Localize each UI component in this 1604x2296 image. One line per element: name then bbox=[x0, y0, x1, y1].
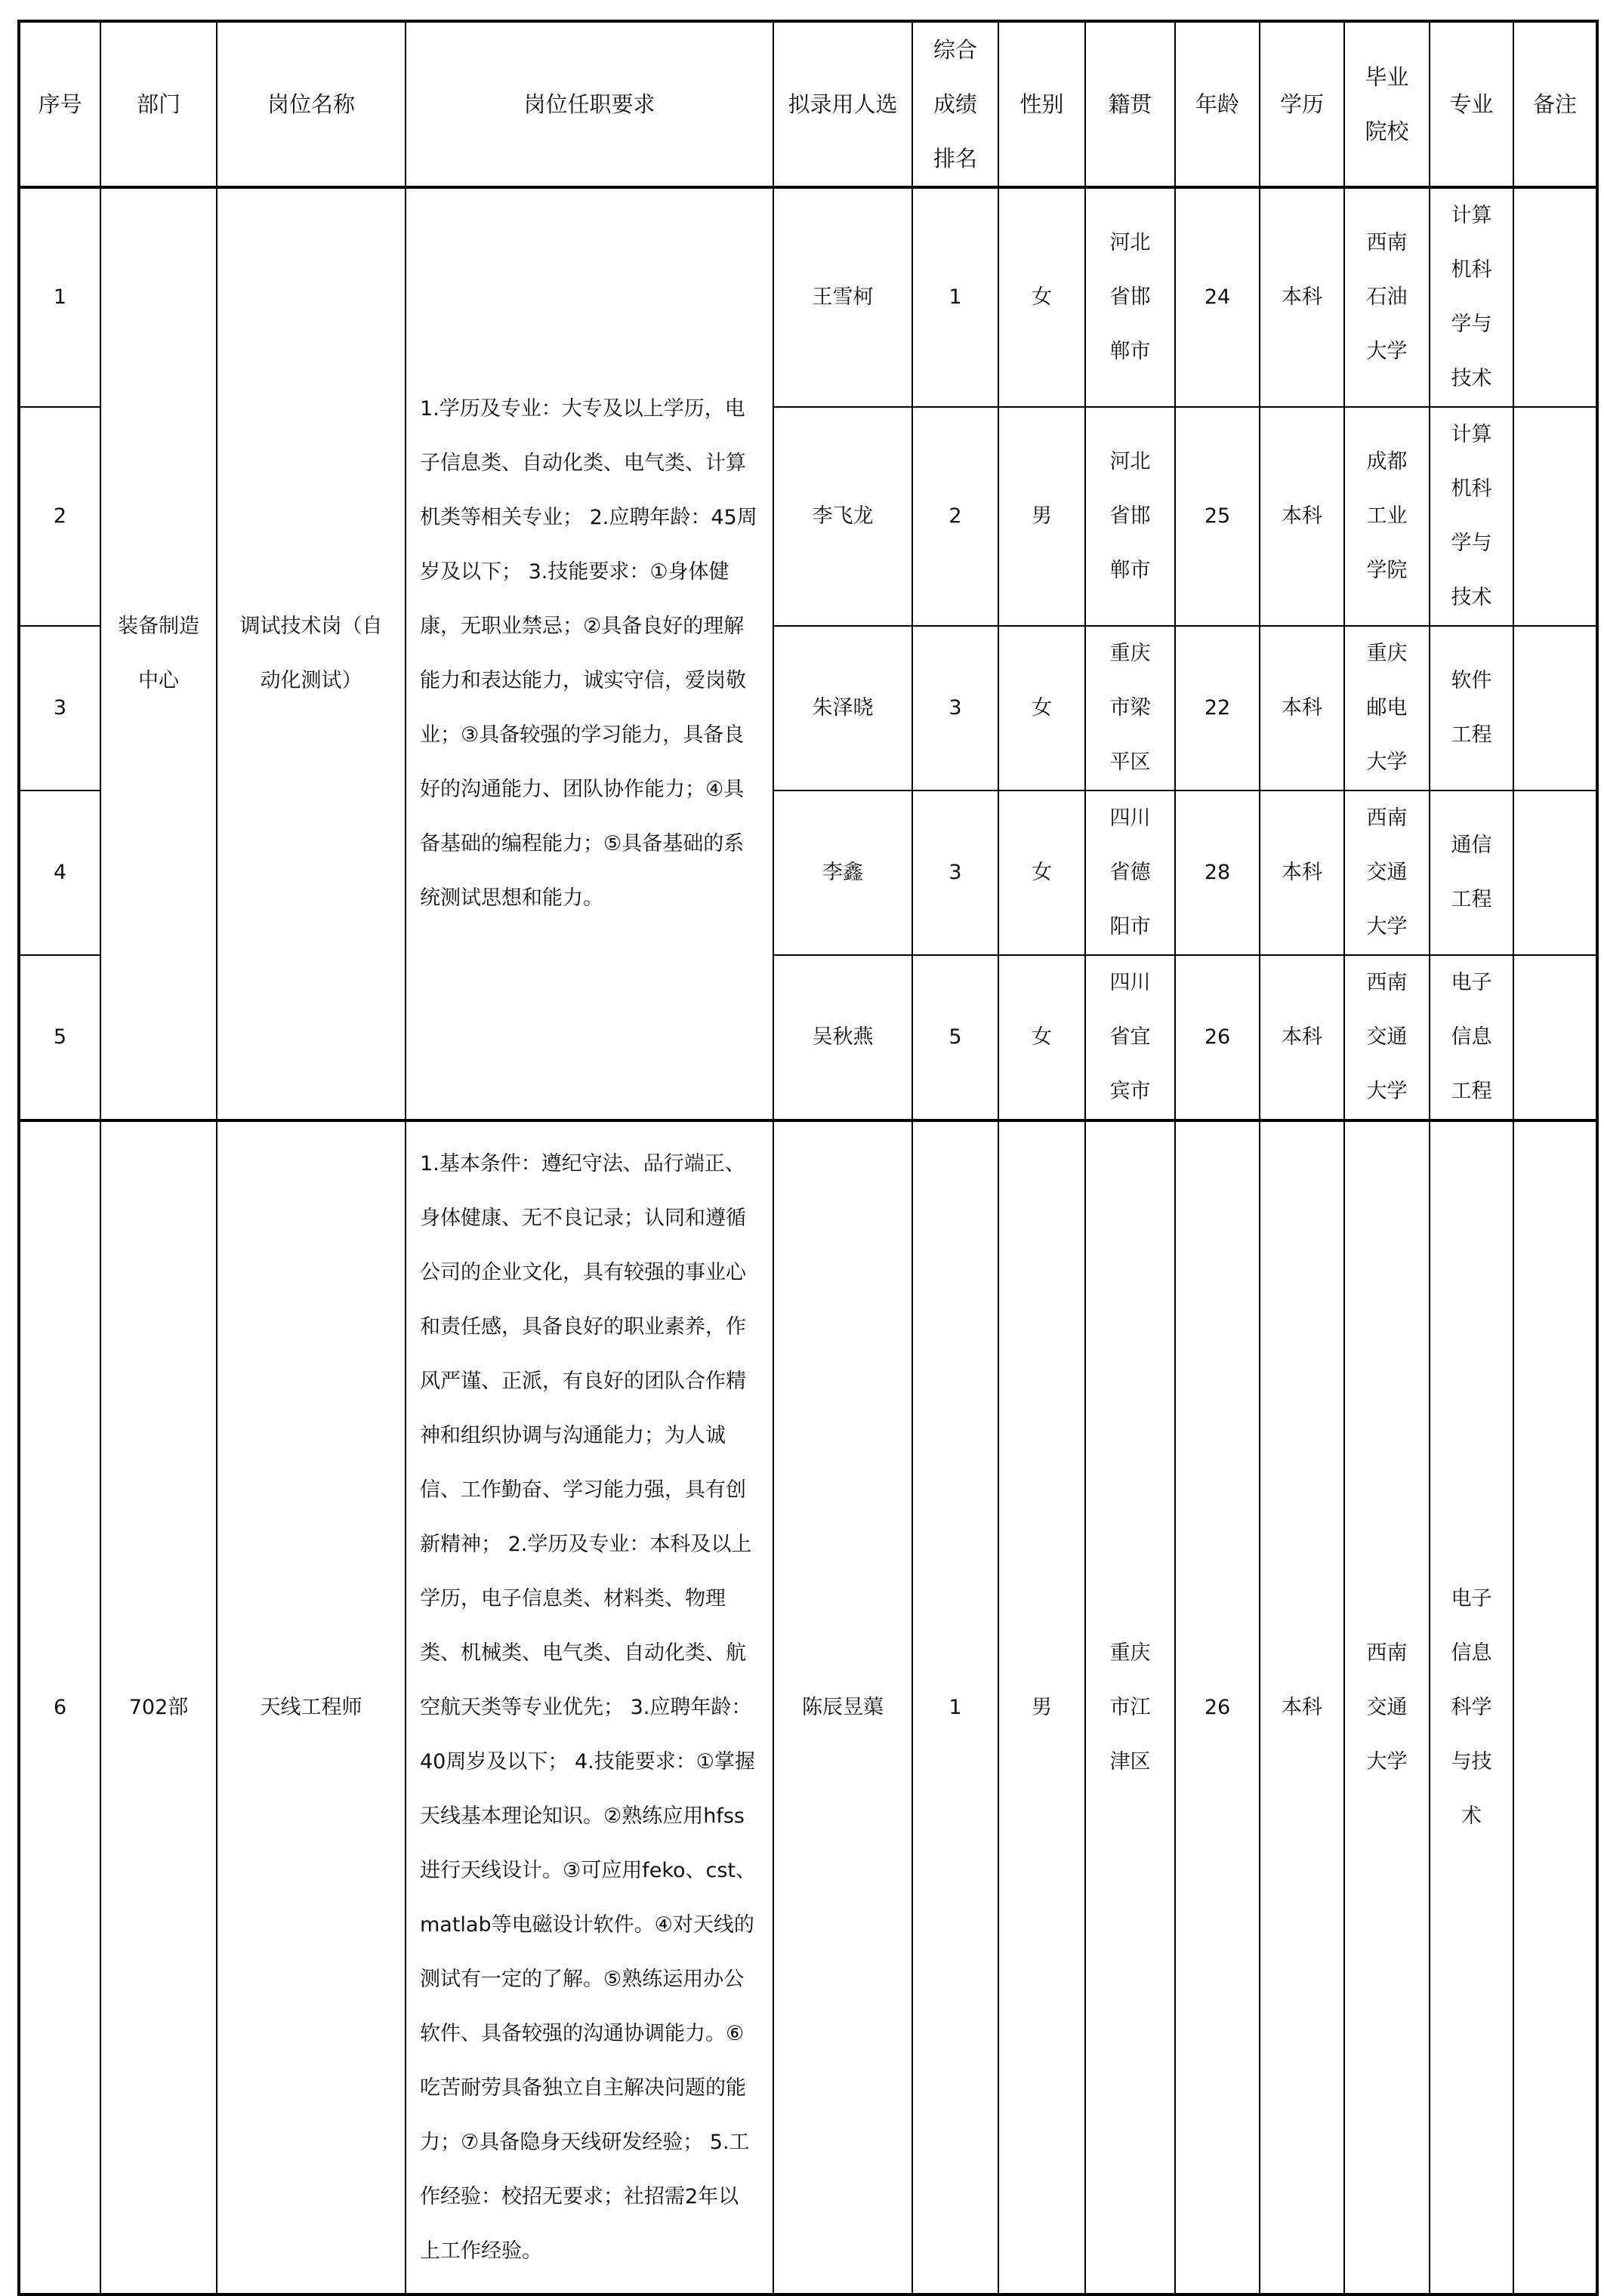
cell-school: 西南交通大学 bbox=[1344, 791, 1430, 955]
cell-dept: 装备制造中心 bbox=[100, 187, 217, 1120]
cell-candidate: 王雪柯 bbox=[773, 187, 912, 407]
cell-school: 西南交通大学 bbox=[1344, 1120, 1430, 2294]
cell-remarks bbox=[1513, 1120, 1597, 2294]
cell-age: 26 bbox=[1175, 1120, 1260, 2294]
cell-rank: 5 bbox=[912, 955, 998, 1120]
cell-candidate: 李飞龙 bbox=[773, 407, 912, 626]
header-requirements: 岗位任职要求 bbox=[406, 21, 773, 187]
cell-seq: 5 bbox=[19, 955, 100, 1120]
cell-requirements: 1.学历及专业：大专及以上学历，电子信息类、自动化类、电气类、计算机类等相关专业； 2.应聘年龄：45周岁及以下； 3.技能要求：①身体健康，无职业禁忌；②具备良好的理解能力和表达能力，诚实守信，爱岗敬业；③具备较强的学习能力，具备良好的沟通能力、团队协作能力；④具备基础的编程能力；⑤具备基础的系统测试思想和能力。 bbox=[406, 187, 773, 1120]
cell-remarks bbox=[1513, 791, 1597, 955]
cell-gender: 女 bbox=[998, 955, 1085, 1120]
cell-remarks bbox=[1513, 626, 1597, 791]
header-hometown: 籍贯 bbox=[1085, 21, 1175, 187]
cell-major: 计算机科学与技术 bbox=[1430, 187, 1513, 407]
cell-gender: 男 bbox=[998, 1120, 1085, 2294]
header-age: 年龄 bbox=[1175, 21, 1260, 187]
cell-rank: 3 bbox=[912, 626, 998, 791]
cell-age: 22 bbox=[1175, 626, 1260, 791]
cell-major: 计算机科学与技术 bbox=[1430, 407, 1513, 626]
cell-dept: 702部 bbox=[100, 1120, 217, 2294]
cell-school: 重庆邮电大学 bbox=[1344, 626, 1430, 791]
cell-seq: 1 bbox=[19, 187, 100, 407]
cell-gender: 女 bbox=[998, 626, 1085, 791]
cell-age: 24 bbox=[1175, 187, 1260, 407]
header-major: 专业 bbox=[1430, 21, 1513, 187]
cell-age: 26 bbox=[1175, 955, 1260, 1120]
cell-gender: 男 bbox=[998, 407, 1085, 626]
header-seq: 序号 bbox=[19, 21, 100, 187]
cell-gender: 女 bbox=[998, 791, 1085, 955]
cell-seq: 2 bbox=[19, 407, 100, 626]
cell-school: 西南石油大学 bbox=[1344, 187, 1430, 407]
cell-major: 通信工程 bbox=[1430, 791, 1513, 955]
cell-education: 本科 bbox=[1260, 187, 1344, 407]
header-candidate: 拟录用人选 bbox=[773, 21, 912, 187]
header-education: 学历 bbox=[1260, 21, 1344, 187]
cell-age: 28 bbox=[1175, 791, 1260, 955]
cell-rank: 1 bbox=[912, 187, 998, 407]
header-gender: 性别 bbox=[998, 21, 1085, 187]
cell-hometown: 四川省宜宾市 bbox=[1085, 955, 1175, 1120]
cell-rank: 1 bbox=[912, 1120, 998, 2294]
cell-candidate: 朱泽晓 bbox=[773, 626, 912, 791]
cell-hometown: 河北省邯郸市 bbox=[1085, 407, 1175, 626]
cell-seq: 3 bbox=[19, 626, 100, 791]
cell-hometown: 河北省邯郸市 bbox=[1085, 187, 1175, 407]
cell-seq: 4 bbox=[19, 791, 100, 955]
cell-major: 软件工程 bbox=[1430, 626, 1513, 791]
cell-school: 成都工业学院 bbox=[1344, 407, 1430, 626]
table-row bbox=[19, 1120, 1597, 2294]
table-row bbox=[19, 187, 1597, 407]
cell-education: 本科 bbox=[1260, 407, 1344, 626]
header-position: 岗位名称 bbox=[217, 21, 406, 187]
cell-hometown: 重庆市梁平区 bbox=[1085, 626, 1175, 791]
cell-hometown: 重庆市江津区 bbox=[1085, 1120, 1175, 2294]
header-row bbox=[19, 21, 1597, 187]
cell-major: 电子信息科学与技术 bbox=[1430, 1120, 1513, 2294]
cell-school: 西南交通大学 bbox=[1344, 955, 1430, 1120]
header-remarks: 备注 bbox=[1513, 21, 1597, 187]
cell-seq: 6 bbox=[19, 1120, 100, 2294]
cell-remarks bbox=[1513, 187, 1597, 407]
cell-remarks bbox=[1513, 407, 1597, 626]
cell-candidate: 李鑫 bbox=[773, 791, 912, 955]
cell-gender: 女 bbox=[998, 187, 1085, 407]
header-school: 毕业院校 bbox=[1344, 21, 1430, 187]
cell-education: 本科 bbox=[1260, 791, 1344, 955]
cell-rank: 3 bbox=[912, 791, 998, 955]
cell-position: 天线工程师 bbox=[217, 1120, 406, 2294]
cell-age: 25 bbox=[1175, 407, 1260, 626]
cell-education: 本科 bbox=[1260, 955, 1344, 1120]
cell-candidate: 吴秋燕 bbox=[773, 955, 912, 1120]
cell-candidate: 陈辰昱蕖 bbox=[773, 1120, 912, 2294]
cell-education: 本科 bbox=[1260, 626, 1344, 791]
cell-position: 调试技术岗（自动化测试） bbox=[217, 187, 406, 1120]
cell-remarks bbox=[1513, 955, 1597, 1120]
header-rank: 综合成绩排名 bbox=[912, 21, 998, 187]
header-dept: 部门 bbox=[100, 21, 217, 187]
cell-rank: 2 bbox=[912, 407, 998, 626]
cell-requirements: 1.基本条件：遵纪守法、品行端正、身体健康、无不良记录；认同和遵循公司的企业文化，具有较强的事业心和责任感，具备良好的职业素养，作风严谨、正派，有良好的团队合作精神和组织协调与沟通能力；为人诚信、工作勤奋、学习能力强，具有创新精神； 2.学历及专业：本科及以上学历，电子信息类、材料类、物理类、机械类、电气类、自动化类、航空航天类等专业优先； 3.应聘年龄：40周岁及以下； 4.技能要求：①掌握天线基本理论知识。②熟练应用hfss进行天线设计。③可应用feko、cst、matlab等电磁设计软件。④对天线的测试有一定的了解。⑤熟练运用办公软件、具备较强的沟通协调能力。⑥吃苦耐劳具备独立自主解决问题的能力；⑦具备隐身天线研发经验； 5.工作经验：校招无要求；社招需2年以上工作经验。 bbox=[406, 1120, 773, 2294]
cell-major: 电子信息工程 bbox=[1430, 955, 1513, 1120]
candidate-roster-table bbox=[17, 20, 1599, 2296]
cell-education: 本科 bbox=[1260, 1120, 1344, 2294]
cell-hometown: 四川省德阳市 bbox=[1085, 791, 1175, 955]
